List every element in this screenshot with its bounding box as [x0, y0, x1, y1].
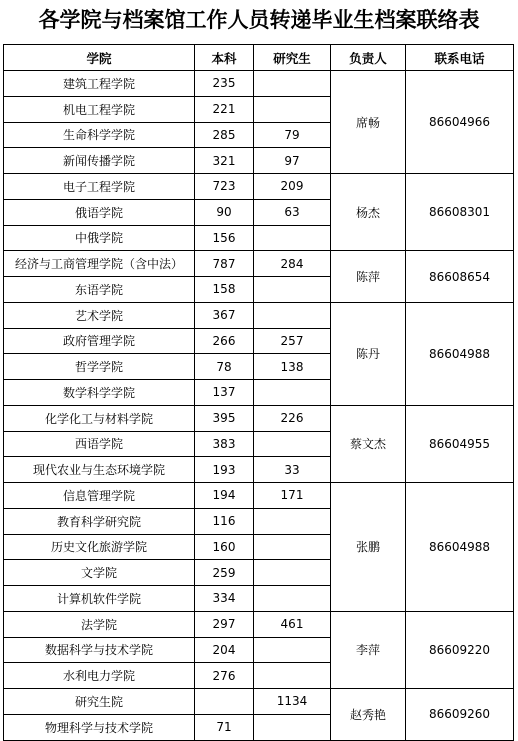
- grad-cell: 1134: [254, 689, 331, 715]
- contact-person-cell: 陈萍: [331, 251, 406, 303]
- contact-person-cell: 李萍: [331, 611, 406, 688]
- undergrad-cell: 90: [195, 199, 254, 225]
- college-cell: 西语学院: [4, 431, 195, 457]
- college-cell: 生命科学学院: [4, 122, 195, 148]
- college-cell: 哲学学院: [4, 354, 195, 380]
- college-cell: 数学科学学院: [4, 380, 195, 406]
- phone-cell: 86609220: [406, 611, 514, 688]
- college-cell: 现代农业与生态环境学院: [4, 457, 195, 483]
- undergrad-cell: 787: [195, 251, 254, 277]
- college-cell: 经济与工商管理学院（含中法）: [4, 251, 195, 277]
- contact-person-cell: 陈丹: [331, 302, 406, 405]
- grad-cell: [254, 431, 331, 457]
- phone-cell: 86608654: [406, 251, 514, 303]
- undergrad-cell: 367: [195, 302, 254, 328]
- phone-cell: 86604966: [406, 71, 514, 174]
- college-cell: 文学院: [4, 560, 195, 586]
- grad-cell: 257: [254, 328, 331, 354]
- table-row: [4, 71, 514, 97]
- grad-cell: [254, 302, 331, 328]
- undergrad-cell: 116: [195, 508, 254, 534]
- header-phone: 联系电话: [406, 45, 514, 71]
- college-cell: 电子工程学院: [4, 174, 195, 200]
- undergrad-cell: 156: [195, 225, 254, 251]
- undergrad-cell: 395: [195, 405, 254, 431]
- college-cell: 俄语学院: [4, 199, 195, 225]
- grad-cell: 79: [254, 122, 331, 148]
- grad-cell: [254, 586, 331, 612]
- grad-cell: [254, 71, 331, 97]
- college-cell: 信息管理学院: [4, 483, 195, 509]
- undergrad-cell: 193: [195, 457, 254, 483]
- undergrad-cell: 334: [195, 586, 254, 612]
- grad-cell: [254, 560, 331, 586]
- college-cell: 艺术学院: [4, 302, 195, 328]
- grad-cell: [254, 380, 331, 406]
- grad-cell: [254, 534, 331, 560]
- grad-cell: 63: [254, 199, 331, 225]
- table-row: [4, 251, 514, 277]
- undergrad-cell: 160: [195, 534, 254, 560]
- grad-cell: 171: [254, 483, 331, 509]
- undergrad-cell: 276: [195, 663, 254, 689]
- grad-cell: [254, 714, 331, 740]
- grad-cell: 97: [254, 148, 331, 174]
- grad-cell: 226: [254, 405, 331, 431]
- undergrad-cell: 285: [195, 122, 254, 148]
- undergrad-cell: 723: [195, 174, 254, 200]
- phone-cell: 86608301: [406, 174, 514, 251]
- grad-cell: [254, 277, 331, 303]
- undergrad-cell: 221: [195, 96, 254, 122]
- grad-cell: [254, 663, 331, 689]
- grad-cell: 138: [254, 354, 331, 380]
- college-cell: 中俄学院: [4, 225, 195, 251]
- header-college: 学院: [4, 45, 195, 71]
- grad-cell: 461: [254, 611, 331, 637]
- college-cell: 水利电力学院: [4, 663, 195, 689]
- page-title: 各学院与档案馆工作人员转递毕业生档案联络表: [38, 7, 480, 32]
- phone-cell: 86604988: [406, 483, 514, 612]
- college-cell: 数据科学与技术学院: [4, 637, 195, 663]
- table-header-row: [4, 45, 514, 71]
- table-row: [4, 689, 514, 715]
- phone-cell: 86604988: [406, 302, 514, 405]
- grad-cell: [254, 225, 331, 251]
- undergrad-cell: [195, 689, 254, 715]
- undergrad-cell: 266: [195, 328, 254, 354]
- college-cell: 历史文化旅游学院: [4, 534, 195, 560]
- college-cell: 研究生院: [4, 689, 195, 715]
- undergrad-cell: 137: [195, 380, 254, 406]
- college-cell: 机电工程学院: [4, 96, 195, 122]
- phone-cell: 86609260: [406, 689, 514, 741]
- table-row: [4, 405, 514, 431]
- undergrad-cell: 78: [195, 354, 254, 380]
- header-grad: 研究生: [254, 45, 331, 71]
- college-cell: 法学院: [4, 611, 195, 637]
- college-cell: 新闻传播学院: [4, 148, 195, 174]
- header-contact-person: 负责人: [331, 45, 406, 71]
- grad-cell: [254, 508, 331, 534]
- undergrad-cell: 297: [195, 611, 254, 637]
- college-cell: 建筑工程学院: [4, 71, 195, 97]
- table-row: [4, 483, 514, 509]
- contact-person-cell: 席畅: [331, 71, 406, 174]
- undergrad-cell: 383: [195, 431, 254, 457]
- college-cell: 物理科学与技术学院: [4, 714, 195, 740]
- undergrad-cell: 259: [195, 560, 254, 586]
- undergrad-cell: 235: [195, 71, 254, 97]
- table-row: [4, 174, 514, 200]
- undergrad-cell: 194: [195, 483, 254, 509]
- undergrad-cell: 321: [195, 148, 254, 174]
- grad-cell: 209: [254, 174, 331, 200]
- contact-table: [3, 44, 514, 741]
- header-undergrad: 本科: [195, 45, 254, 71]
- table-row: [4, 302, 514, 328]
- contact-person-cell: 赵秀艳: [331, 689, 406, 741]
- contact-person-cell: 杨杰: [331, 174, 406, 251]
- undergrad-cell: 204: [195, 637, 254, 663]
- college-cell: 教育科学研究院: [4, 508, 195, 534]
- grad-cell: [254, 637, 331, 663]
- contact-person-cell: 张鹏: [331, 483, 406, 612]
- phone-cell: 86604955: [406, 405, 514, 482]
- undergrad-cell: 158: [195, 277, 254, 303]
- college-cell: 政府管理学院: [4, 328, 195, 354]
- grad-cell: [254, 96, 331, 122]
- grad-cell: 284: [254, 251, 331, 277]
- contact-person-cell: 蔡文杰: [331, 405, 406, 482]
- college-cell: 化学化工与材料学院: [4, 405, 195, 431]
- college-cell: 东语学院: [4, 277, 195, 303]
- table-row: [4, 611, 514, 637]
- grad-cell: 33: [254, 457, 331, 483]
- college-cell: 计算机软件学院: [4, 586, 195, 612]
- undergrad-cell: 71: [195, 714, 254, 740]
